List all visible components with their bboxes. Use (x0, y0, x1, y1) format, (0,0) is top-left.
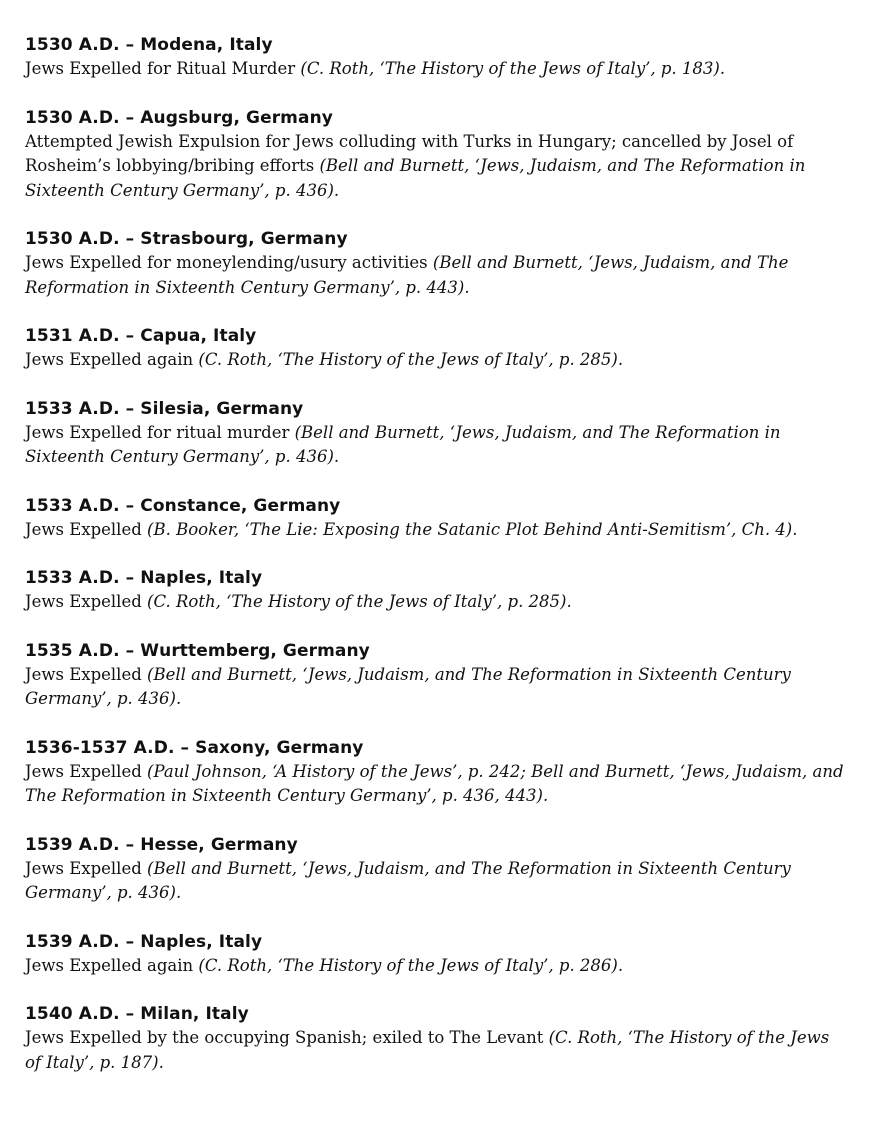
entry-citation: (Bell and Burnett, ‘Jews, Judaism, and The Reformation in Sixteenth Century Germany’, p. 436). (25, 858, 791, 902)
entry-citation: (C. Roth, ‘The History of the Jews of Italy’, p. 285). (147, 592, 572, 611)
entry-body (25, 954, 849, 979)
entry-body (25, 421, 849, 470)
entry-text: Jews Expelled for Ritual Murder (25, 59, 301, 78)
document-page (25, 33, 849, 1075)
entry-heading: 1533 A.D. – Naples, Italy (25, 568, 263, 588)
entry-body (25, 518, 849, 543)
entry-body (25, 1026, 849, 1075)
entry-heading: 1530 A.D. – Modena, Italy (25, 35, 273, 55)
timeline-entry (25, 566, 849, 615)
timeline-entry (25, 33, 849, 82)
timeline-entry (25, 324, 849, 373)
entry-body (25, 57, 849, 82)
entry-citation: (Paul Johnson, ‘A History of the Jews’, p. 242; Bell and Burnett, ‘Jews, Judaism, and The Reformation in Sixteenth Century Germany’, p. 436, 443). (25, 761, 844, 805)
timeline-entry (25, 227, 849, 300)
entry-text: Attempted Jewish Expulsion for Jews colluding with Turks in Hungary; cancelled by Josel of Rosheim’s lobbying/bribing efforts (25, 131, 794, 175)
entry-citation: (C. Roth, ‘The History of the Jews of Italy’, p. 285). (198, 350, 624, 369)
entry-body (25, 857, 849, 906)
entry-citation: (Bell and Burnett, ‘Jews, Judaism, and The Reformation in Sixteenth Century Germany’, p. 436). (25, 422, 781, 466)
entry-heading: 1536-1537 A.D. – Saxony, Germany (25, 737, 364, 758)
timeline-entry (25, 833, 849, 906)
entry-citation: (C. Roth, ‘The History of the Jews of Italy’, p. 183). (300, 59, 726, 78)
entry-text: Jews Expelled for moneylending/usury activities (25, 253, 433, 272)
entry-text: Jews Expelled (25, 519, 148, 539)
entry-text: Jews Expelled again (25, 955, 199, 975)
entry-body (25, 760, 849, 809)
entry-text: Jews Expelled (25, 592, 148, 611)
entry-heading: 1530 A.D. – Strasbourg, Germany (25, 229, 348, 249)
timeline-entry (25, 494, 849, 543)
entry-citation: (Bell and Burnett, ‘Jews, Judaism, and The Reformation in Sixteenth Century Germany’, p. 436). (25, 156, 806, 200)
timeline-entry (25, 1002, 849, 1075)
entry-citation: (Bell and Burnett, ‘Jews, Judaism, and The Reformation in Sixteenth Century Germany’, p. 443). (25, 253, 789, 297)
entry-text: Jews Expelled again (25, 350, 199, 369)
entry-body (25, 348, 849, 373)
entry-text: Jews Expelled by the occupying Spanish; exiled to The Levant (25, 1028, 549, 1047)
entry-heading: 1533 A.D. – Constance, Germany (25, 495, 341, 516)
entry-heading: 1530 A.D. – Augsburg, Germany (25, 107, 333, 128)
entry-heading: 1533 A.D. – Silesia, Germany (25, 398, 304, 419)
entry-heading: 1539 A.D. – Hesse, Germany (25, 834, 298, 855)
entry-text: Jews Expelled (25, 761, 148, 781)
entry-heading: 1531 A.D. – Capua, Italy (25, 326, 257, 346)
entry-heading: 1535 A.D. – Wurttemberg, Germany (25, 640, 370, 661)
entry-body (25, 663, 849, 712)
entry-citation: (Bell and Burnett, ‘Jews, Judaism, and The Reformation in Sixteenth Century Germany’, p. 436). (25, 664, 791, 708)
timeline-entry (25, 736, 849, 809)
timeline-entry (25, 930, 849, 979)
timeline-entry (25, 106, 849, 204)
entry-citation: (C. Roth, ‘The History of the Jews of Italy’, p. 286). (198, 955, 624, 975)
timeline-entry (25, 397, 849, 470)
entry-body (25, 590, 849, 615)
entry-body (25, 130, 849, 204)
entry-heading: 1540 A.D. – Milan, Italy (25, 1004, 249, 1024)
entry-citation: (B. Booker, ‘The Lie: Exposing the Satanic Plot Behind Anti-Semitism’, Ch. 4). (147, 519, 798, 539)
entry-text: Jews Expelled (25, 858, 148, 878)
entry-heading: 1539 A.D. – Naples, Italy (25, 931, 263, 952)
entry-citation: (C. Roth, ‘The History of the Jews of Italy’, p. 187). (25, 1028, 830, 1072)
timeline-entry (25, 639, 849, 712)
entry-body (25, 251, 849, 300)
entry-text: Jews Expelled (25, 664, 148, 684)
entry-text: Jews Expelled for ritual murder (25, 422, 295, 442)
